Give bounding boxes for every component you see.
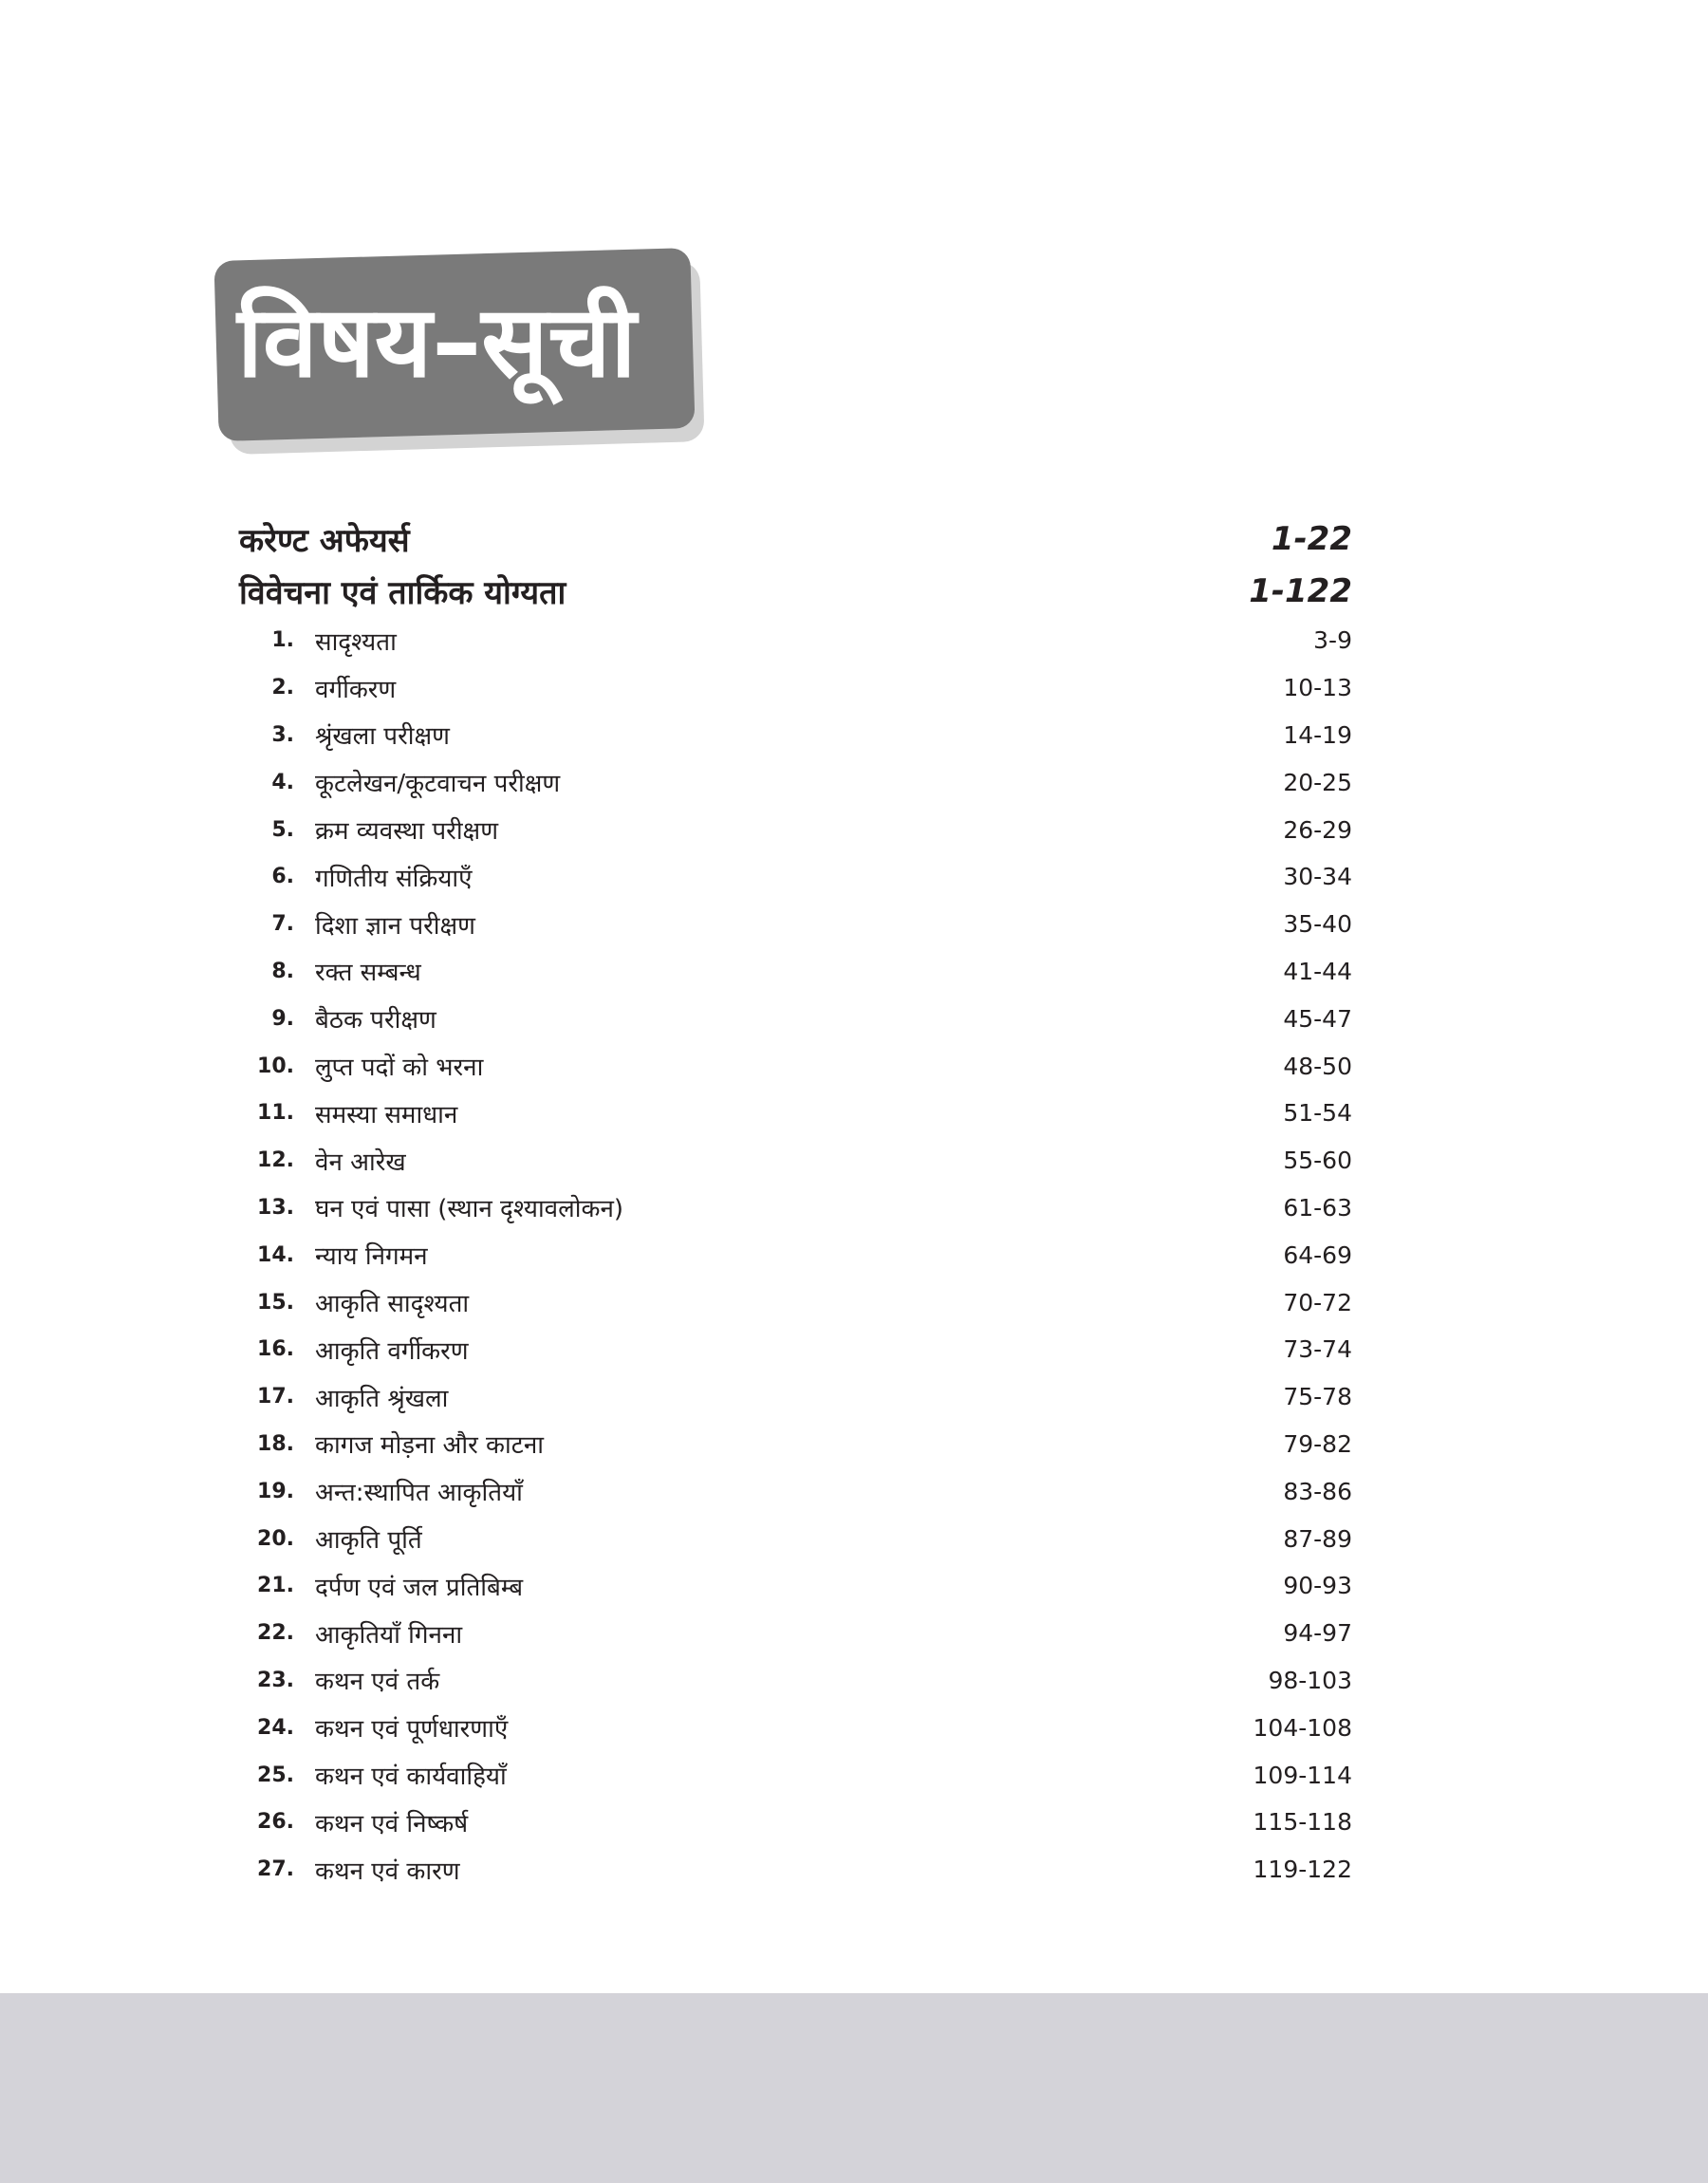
- item-number: 19.: [257, 1479, 294, 1503]
- item-pages: 87-89: [1283, 1524, 1352, 1553]
- item-label: आकृतियाँ गिनना: [315, 1620, 463, 1650]
- toc-item[interactable]: [239, 1562, 1352, 1610]
- item-pages: 10-13: [1283, 674, 1352, 702]
- item-label: आकृति वर्गीकरण: [315, 1336, 469, 1366]
- item-number: 20.: [257, 1526, 294, 1551]
- item-number: 10.: [257, 1054, 294, 1078]
- item-label: न्याय निगमन: [315, 1242, 428, 1272]
- item-label: आकृति श्रृंखला: [315, 1384, 449, 1413]
- item-pages: 41-44: [1283, 957, 1352, 985]
- item-number: 12.: [257, 1148, 294, 1173]
- section-title: विवेचना एवं तार्किक योग्यता: [239, 573, 566, 612]
- section-pages: 1-22: [1271, 519, 1352, 558]
- item-label: कथन एवं कारण: [315, 1856, 460, 1886]
- item-pages: 70-72: [1283, 1288, 1352, 1316]
- item-number: 3.: [271, 722, 294, 747]
- item-label: गणितीय संक्रियाएँ: [315, 864, 473, 893]
- item-label: समस्या समाधान: [315, 1100, 458, 1129]
- item-pages: 48-50: [1283, 1052, 1352, 1080]
- item-pages: 109-114: [1253, 1761, 1352, 1789]
- toc-item[interactable]: [239, 1373, 1352, 1421]
- item-number: 24.: [257, 1715, 294, 1740]
- item-pages: 55-60: [1283, 1147, 1352, 1175]
- item-pages: 98-103: [1268, 1666, 1352, 1694]
- item-number: 8.: [271, 959, 294, 983]
- toc-item[interactable]: [239, 948, 1352, 996]
- item-label: घन एवं पासा (स्थान दृश्यावलोकन): [315, 1195, 624, 1224]
- item-label: आकृति सादृश्यता: [315, 1290, 470, 1319]
- item-number: 2.: [271, 676, 294, 700]
- toc-item[interactable]: [239, 1610, 1352, 1657]
- toc-item[interactable]: [239, 1799, 1352, 1846]
- item-label: श्रृंखला परीक्षण: [315, 722, 450, 752]
- toc-item[interactable]: [239, 1278, 1352, 1326]
- item-number: 21.: [257, 1574, 294, 1598]
- item-pages: 51-54: [1283, 1099, 1352, 1128]
- item-label: रक्त सम्बन्ध: [315, 959, 421, 988]
- item-pages: 64-69: [1283, 1241, 1352, 1269]
- item-pages: 14-19: [1283, 720, 1352, 749]
- toc-item[interactable]: [239, 1515, 1352, 1562]
- item-label: लुप्त पदों को भरना: [315, 1054, 484, 1083]
- item-pages: 115-118: [1253, 1808, 1352, 1837]
- item-number: 4.: [271, 770, 294, 794]
- section-pages: 1-122: [1249, 571, 1352, 610]
- item-number: 5.: [271, 817, 294, 842]
- toc-item[interactable]: [239, 712, 1352, 759]
- item-label: वेन आरेख: [315, 1147, 406, 1177]
- item-pages: 45-47: [1283, 1004, 1352, 1033]
- toc-item[interactable]: [239, 1467, 1352, 1515]
- item-number: 15.: [257, 1290, 294, 1315]
- item-label: कथन एवं कार्यवाहियाँ: [315, 1763, 507, 1792]
- table-of-contents: [239, 513, 1352, 1894]
- toc-item[interactable]: [239, 853, 1352, 901]
- item-number: 17.: [257, 1385, 294, 1409]
- footer-band: [0, 1993, 1708, 2183]
- toc-item[interactable]: [239, 1042, 1352, 1090]
- item-pages: 61-63: [1283, 1193, 1352, 1222]
- item-label: वर्गीकरण: [315, 675, 397, 704]
- item-number: 13.: [257, 1195, 294, 1220]
- item-label: कागज मोड़ना और काटना: [315, 1431, 544, 1461]
- item-pages: 3-9: [1313, 626, 1352, 655]
- item-number: 6.: [271, 865, 294, 889]
- item-label: क्रम व्यवस्था परीक्षण: [315, 817, 498, 847]
- item-number: 27.: [257, 1857, 294, 1882]
- toc-item[interactable]: [239, 1231, 1352, 1278]
- toc-section[interactable]: [239, 513, 1352, 565]
- item-number: 23.: [257, 1668, 294, 1692]
- item-pages: 94-97: [1283, 1619, 1352, 1648]
- item-pages: 30-34: [1283, 863, 1352, 891]
- item-number: 26.: [257, 1810, 294, 1835]
- item-number: 9.: [271, 1006, 294, 1031]
- item-number: 1.: [271, 628, 294, 653]
- item-label: अन्त:स्थापित आकृतियाँ: [315, 1479, 523, 1508]
- toc-item[interactable]: [239, 1846, 1352, 1894]
- item-number: 25.: [257, 1763, 294, 1787]
- toc-item[interactable]: [239, 1326, 1352, 1373]
- item-number: 14.: [257, 1242, 294, 1267]
- toc-item[interactable]: [239, 901, 1352, 948]
- toc-item[interactable]: [239, 1137, 1352, 1185]
- toc-item[interactable]: [239, 806, 1352, 853]
- item-label: बैठक परीक्षण: [315, 1006, 436, 1036]
- item-label: आकृति पूर्ति: [315, 1526, 422, 1556]
- toc-items-list: [239, 617, 1352, 1894]
- toc-item[interactable]: [239, 1751, 1352, 1799]
- section-title: करेण्ट अफेयर्स: [239, 521, 410, 560]
- toc-item[interactable]: [239, 664, 1352, 712]
- item-pages: 119-122: [1253, 1856, 1352, 1884]
- item-pages: 90-93: [1283, 1572, 1352, 1600]
- page-title: विषय–सूची: [237, 284, 637, 400]
- toc-item[interactable]: [239, 1090, 1352, 1137]
- toc-item[interactable]: [239, 1704, 1352, 1751]
- item-label: कथन एवं पूर्णधारणाएँ: [315, 1715, 509, 1745]
- toc-item[interactable]: [239, 758, 1352, 806]
- toc-item[interactable]: [239, 1421, 1352, 1468]
- item-label: दर्पण एवं जल प्रतिबिम्ब: [315, 1573, 524, 1602]
- toc-item[interactable]: [239, 995, 1352, 1042]
- item-pages: 79-82: [1283, 1429, 1352, 1458]
- item-pages: 73-74: [1283, 1335, 1352, 1364]
- item-pages: 75-78: [1283, 1383, 1352, 1411]
- toc-item[interactable]: [239, 1185, 1352, 1232]
- item-pages: 35-40: [1283, 910, 1352, 939]
- item-number: 7.: [271, 912, 294, 937]
- item-label: कथन एवं तर्क: [315, 1668, 440, 1697]
- item-pages: 26-29: [1283, 815, 1352, 844]
- item-pages: 104-108: [1253, 1713, 1352, 1742]
- item-label: सादृश्यता: [315, 627, 397, 657]
- item-pages: 83-86: [1283, 1477, 1352, 1505]
- item-pages: 20-25: [1283, 768, 1352, 796]
- toc-section[interactable]: [239, 565, 1352, 617]
- toc-item[interactable]: [239, 1657, 1352, 1705]
- item-number: 11.: [257, 1101, 294, 1126]
- item-label: कथन एवं निष्कर्ष: [315, 1809, 469, 1838]
- item-number: 16.: [257, 1337, 294, 1362]
- toc-item[interactable]: [239, 617, 1352, 664]
- item-number: 22.: [257, 1621, 294, 1646]
- item-number: 18.: [257, 1431, 294, 1456]
- item-label: कूटलेखन/कूटवाचन परीक्षण: [315, 770, 561, 799]
- item-label: दिशा ज्ञान परीक्षण: [315, 911, 475, 941]
